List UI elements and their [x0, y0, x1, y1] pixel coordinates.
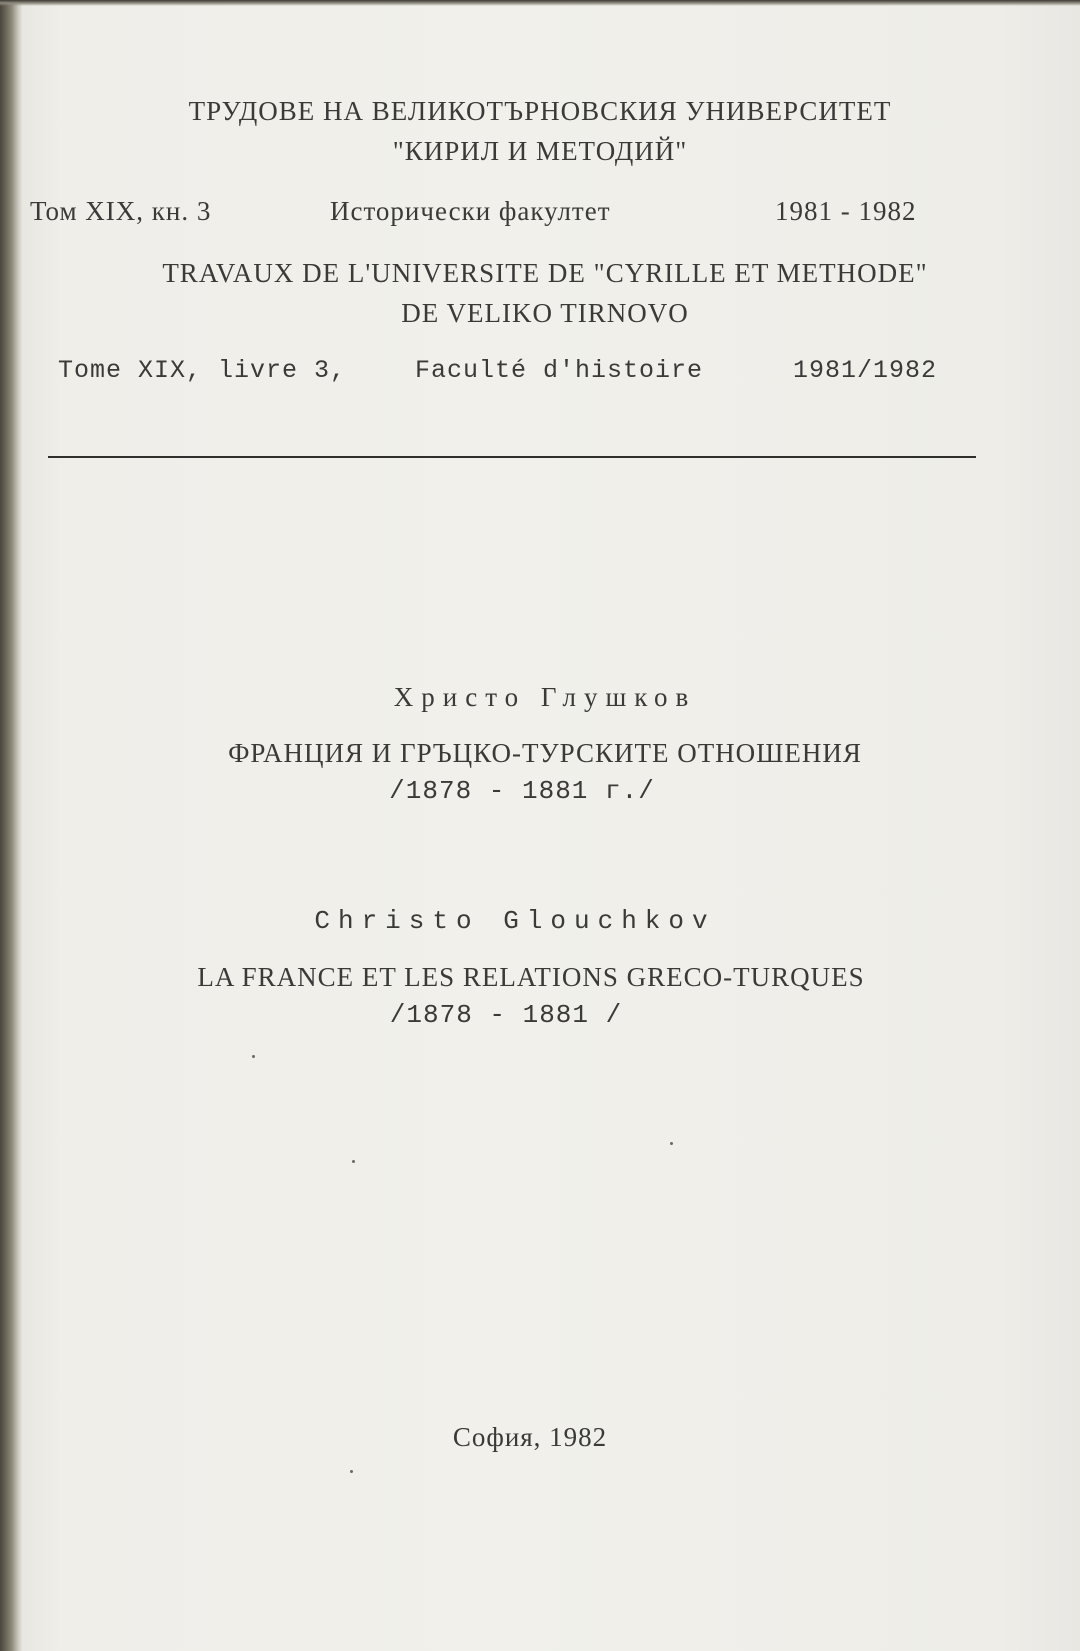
scan-speck [352, 1160, 355, 1163]
article-bg-dates: /1878 - 1881 г./ [389, 776, 655, 806]
scan-speck [670, 1142, 673, 1145]
scan-speck [350, 1470, 353, 1473]
page-top-edge [0, 0, 1080, 6]
article-fr-dates: /1878 - 1881 / [389, 1000, 623, 1030]
article-fr-author: Christo Glouchkov [314, 906, 716, 936]
book-spine-shadow [0, 0, 22, 1651]
header-bg-years: 1981 - 1982 [775, 196, 917, 226]
header-bg-institution: ТРУДОВЕ НА ВЕЛИКОТЪРНОВСКИЯ УНИВЕРСИТЕТ [188, 96, 892, 126]
header-bg-volume: Том XIX, кн. 3 [30, 196, 212, 226]
header-fr-years: 1981/1982 [793, 356, 938, 385]
header-bg-faculty: Исторически факултет [330, 196, 611, 226]
header-fr-volume: Tome XIX, livre 3, [58, 356, 347, 385]
scan-speck [252, 1055, 255, 1058]
article-bg-title: ФРАНЦИЯ И ГРЪЦКО-ТУРСКИТЕ ОТНОШЕНИЯ [228, 738, 862, 768]
footer-imprint: София, 1982 [452, 1422, 608, 1452]
header-bg-university-name: "КИРИЛ И МЕТОДИЙ" [392, 136, 688, 166]
header-fr-faculty: Faculté d'histoire [415, 356, 704, 385]
article-bg-author: Христо Глушков [393, 682, 697, 712]
header-fr-institution: TRAVAUX DE L'UNIVERSITE DE "CYRILLE ET METHODE" [162, 258, 928, 288]
header-fr-university-location: DE VELIKO TIRNOVO [401, 298, 689, 328]
article-fr-title: LA FRANCE ET LES RELATIONS GRECO-TURQUES [197, 962, 865, 992]
header-divider [48, 456, 976, 458]
